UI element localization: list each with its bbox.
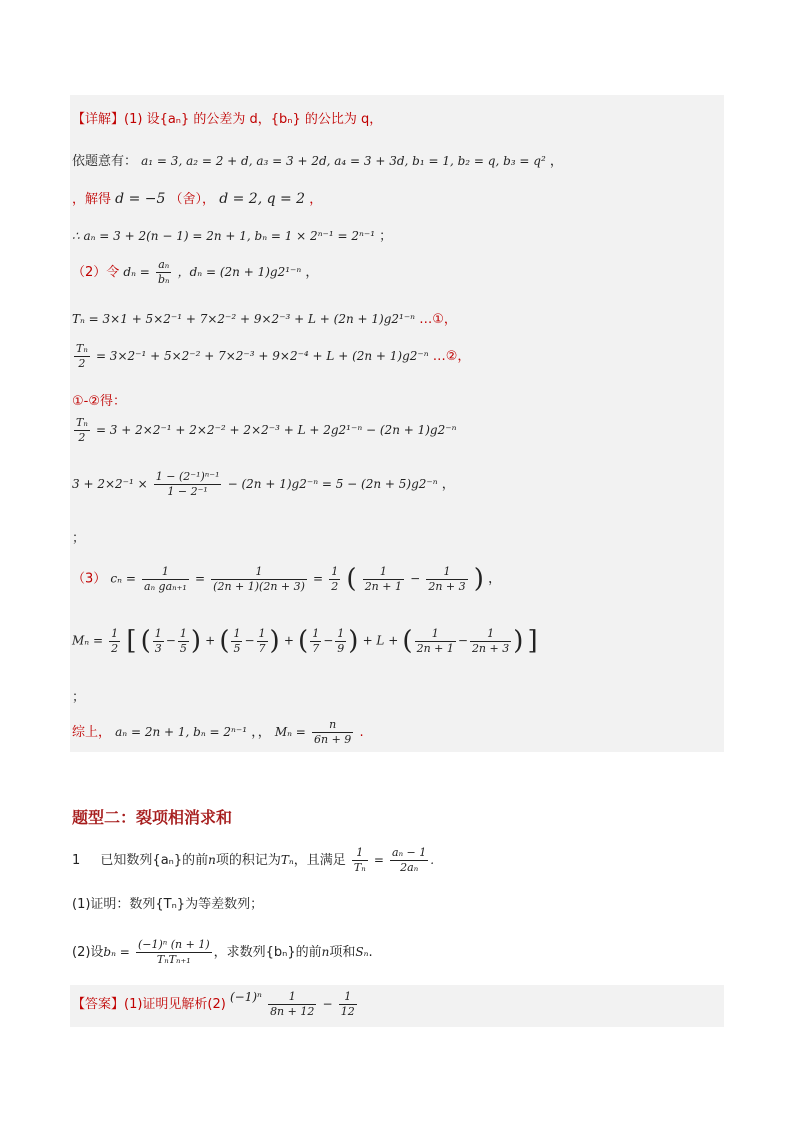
line10-post: − (2n + 1)g2⁻ⁿ = 5 − (2n + 5)g2⁻ⁿ <box>227 477 438 491</box>
problem-stem-n: n <box>208 853 216 867</box>
solution-line-10 <box>72 470 455 499</box>
line10-suffix: ， <box>441 477 455 492</box>
part2-n: n <box>321 945 330 959</box>
line13-t4b-den: 2n + 3 <box>471 641 510 655</box>
problem-stem-b: 项的积记为 <box>215 853 281 868</box>
line12-frac1 <box>142 565 189 594</box>
line15-prefix: 综上， <box>72 725 112 740</box>
solution-line-4 <box>72 225 392 244</box>
line12-suffix: ， <box>488 571 502 587</box>
line5-den: bₙ <box>157 273 170 286</box>
line13-half-den: 2 <box>111 641 119 655</box>
solution-line-12: （3） cₙ = $\frac{1}{\text{aₙ gaₙ₊₁}}$ = $\frac{1}{(2n + 1)(2n + 3)}$ = $\frac{1}{2}$ ( $\frac{1}{2n + 1}$ − $\frac{1}{2n + 3}$ ) ， <box>72 564 502 594</box>
problem-stem-a: 已知数列{aₙ}的前 <box>100 853 209 868</box>
solution-line-15 <box>72 718 364 747</box>
line15-math: aₙ = 2n + 1, bₙ = 2ⁿ⁻¹ <box>115 725 248 739</box>
line10-den: 1 − 2⁻¹ <box>167 485 208 498</box>
line12-half <box>329 565 340 594</box>
line12-f3-num: 1 <box>363 565 404 580</box>
line15-den: 6n + 9 <box>314 733 352 746</box>
line13-t4a: $\frac{1}{2n + 1}$ <box>416 626 454 655</box>
problem-f1-num: 1 <box>352 846 368 861</box>
answer-line <box>72 990 359 1019</box>
solution-line-14: ； <box>72 690 86 705</box>
line15-num: n <box>312 718 353 733</box>
problem-frac2 <box>390 846 428 875</box>
line13-half <box>109 627 120 656</box>
answer-minus: − <box>322 997 333 1011</box>
line13-t2b: $\frac{1}{7}$ <box>258 626 266 655</box>
line15-fraction <box>312 718 353 747</box>
line9-num: Tₙ <box>76 416 88 429</box>
part2-num: (−1)ⁿ (n + 1) <box>137 938 210 951</box>
line5-math: ，dₙ = (2n + 1)g2¹⁻ⁿ <box>177 265 302 279</box>
line5-prefix: （2）令 <box>72 265 120 280</box>
line13-t1a: $\frac{1}{3}$ <box>154 626 162 655</box>
answer-f1-den: 8n + 12 <box>270 1005 315 1018</box>
problem-part2 <box>72 938 373 967</box>
part2-e: . <box>368 945 373 960</box>
line13-t4b: $\frac{1}{2n + 3}$ <box>471 626 510 655</box>
answer-frac2 <box>339 990 357 1019</box>
line6-tag: …①， <box>419 312 457 327</box>
problem-f1-den: Tₙ <box>353 861 366 874</box>
solution-line-11: ； <box>72 531 86 546</box>
problem-frac1 <box>352 846 368 875</box>
line13-t1b-den: 5 <box>179 641 187 655</box>
line10-num: 1 − (2⁻¹)ⁿ⁻¹ <box>155 470 220 483</box>
answer-f2-den: 12 <box>340 1005 355 1018</box>
problem-number: 1 <box>72 853 81 868</box>
line2-suffix: ， <box>549 154 563 169</box>
line12-eq2: = <box>313 571 324 586</box>
part2-b: bₙ = <box>103 945 130 959</box>
line12-f4-num: 1 <box>426 565 467 580</box>
line5-fraction <box>156 258 172 287</box>
line3-mid: （舍）， <box>169 192 216 207</box>
line7-fraction <box>74 342 90 371</box>
line13-L: + L + <box>362 633 399 648</box>
line7-tag: …②， <box>432 349 471 364</box>
solution-intro: (1) 设{aₙ} 的公差为 d，{bₙ} 的公比为 q， <box>124 112 383 127</box>
line5-dn: dₙ = <box>123 265 150 279</box>
line5-num: aₙ <box>156 258 172 273</box>
line12-f2-num: 1 <box>211 565 307 580</box>
line5-suffix: ， <box>305 265 319 280</box>
line9-math: = 3 + 2×2⁻¹ + 2×2⁻² + 2×2⁻³ + L + 2g2¹⁻ⁿ − (2n + 1)g2⁻ⁿ <box>95 423 457 437</box>
problem-stem-end: . <box>430 853 435 867</box>
line13-t4a-den: 2n + 1 <box>416 641 454 655</box>
problem-part1: (1)证明：数列{Tₙ}为等差数列； <box>72 897 264 912</box>
line3-math: d = −5 <box>115 191 166 207</box>
problem-f2-den: 2aₙ <box>400 861 419 874</box>
line3-suffix: ， <box>309 192 323 207</box>
line4-suffix: ； <box>379 229 393 244</box>
problem-f2-num: aₙ − 1 <box>392 846 427 859</box>
answer-frac1 <box>268 990 316 1019</box>
line12-half-den: 2 <box>331 579 339 593</box>
solution-line-3 <box>72 188 322 207</box>
solution-line-9 <box>72 416 456 445</box>
line13-t1b: $\frac{1}{5}$ <box>179 626 187 655</box>
answer-f1-num: 1 <box>268 990 316 1005</box>
line15-M: Mₙ = <box>274 725 306 739</box>
line13-t2a: $\frac{1}{5}$ <box>233 626 241 655</box>
line12-f2-den: (2n + 1)(2n + 3) <box>213 579 305 593</box>
line10-pre: 3 + 2×2⁻¹ × <box>72 477 148 491</box>
line12-frac4 <box>426 565 467 594</box>
line2-prefix: 依题意有： <box>72 154 138 169</box>
problem-eq: = <box>373 853 384 867</box>
line12-half-num: 1 <box>331 564 339 578</box>
problem-stem-c: ，且满足 <box>293 853 346 868</box>
line9-fraction <box>74 416 90 445</box>
problem-stem-T: Tₙ <box>280 853 294 867</box>
solution-line-2 <box>72 150 563 169</box>
line10-fraction <box>154 470 222 499</box>
part2-den: TₙTₙ₊₁ <box>156 953 191 966</box>
part2-d: 项和 <box>329 945 356 960</box>
line3-math2: d = 2, q = 2 <box>219 191 306 207</box>
solution-intro-line <box>72 108 382 127</box>
line15-suffix: . <box>359 725 364 740</box>
section-heading: 题型二：裂项相消求和 <box>72 808 233 827</box>
line13-t2b-den: 7 <box>258 641 266 655</box>
line12-f1-num: 1 <box>142 565 189 580</box>
part2-S: Sₙ <box>355 945 369 959</box>
line13-lhs: Mₙ = <box>72 633 104 648</box>
line12-frac3 <box>363 565 404 594</box>
solution-line-7 <box>72 342 470 371</box>
line4-math: ∴ aₙ = 3 + 2(n − 1) = 2n + 1, bₙ = 1 × 2ⁿ⁻¹ = 2ⁿ⁻¹ <box>72 229 376 243</box>
line13-t1a-den: 3 <box>154 641 162 655</box>
line12-f1-den: aₙ gaₙ₊₁ <box>144 579 187 593</box>
problem-stem <box>72 846 434 875</box>
line13-t3b-den: 9 <box>337 641 345 655</box>
answer-label: 【答案】 <box>72 997 125 1012</box>
line13-half-num: 1 <box>111 626 119 640</box>
line12-frac2 <box>211 565 307 594</box>
part2-fraction <box>136 938 212 967</box>
line12-cn: cₙ = <box>110 571 136 586</box>
line13-t3b: $\frac{1}{9}$ <box>337 626 345 655</box>
line3-prefix: ，解得 <box>72 192 112 207</box>
part2-a: (2)设 <box>72 945 104 960</box>
solution-line-5 <box>72 258 318 287</box>
line13-t3a: $\frac{1}{7}$ <box>312 626 320 655</box>
line7-den: 2 <box>78 357 86 370</box>
line7-num: Tₙ <box>76 342 88 355</box>
line6-math: Tₙ = 3×1 + 5×2⁻¹ + 7×2⁻² + 9×2⁻³ + L + (2n + 1)g2¹⁻ⁿ <box>72 312 416 326</box>
part2-c: ，求数列{bₙ}的前 <box>213 945 322 960</box>
line13-t3a-den: 7 <box>312 641 320 655</box>
line2-math: a₁ = 3, a₂ = 2 + d, a₃ = 3 + 2d, a₄ = 3 + 3d, b₁ = 1, b₂ = q, b₃ = q² <box>141 154 546 168</box>
answer-sign: (−1)ⁿ <box>230 990 262 1004</box>
line12-prefix: （3） <box>72 571 107 587</box>
answer-text: (1)证明见解析(2) <box>124 997 226 1012</box>
line9-den: 2 <box>78 431 86 444</box>
solution-line-8: ①-②得： <box>72 394 126 409</box>
solution-line-6 <box>72 308 457 327</box>
solution-label: 【详解】 <box>72 112 125 127</box>
line7-math: = 3×2⁻¹ + 5×2⁻² + 7×2⁻³ + 9×2⁻⁴ + L + (2n + 1)g2⁻ⁿ <box>95 349 429 363</box>
line12-f3-den: 2n + 1 <box>364 579 402 593</box>
line15-mid: ，， <box>251 725 271 740</box>
line12-eq: = <box>194 571 206 586</box>
answer-f2-num: 1 <box>339 990 357 1005</box>
line12-f4-den: 2n + 3 <box>428 579 466 593</box>
line13-t2a-den: 5 <box>233 641 241 655</box>
solution-line-13: Mₙ = $\frac{1}{2}$ [ ( $\frac{1}{3}$ − $\frac{1}{5}$ ) + ( $\frac{1}{5}$ − $\frac{1}{7}$ ) + ( $\frac{1}{7}$ − $\frac{1}{9}$ ) + L + ( $\frac{1}{2n + 1}$ − $\frac{1}{2n + 3}$ ) ] <box>72 626 538 656</box>
